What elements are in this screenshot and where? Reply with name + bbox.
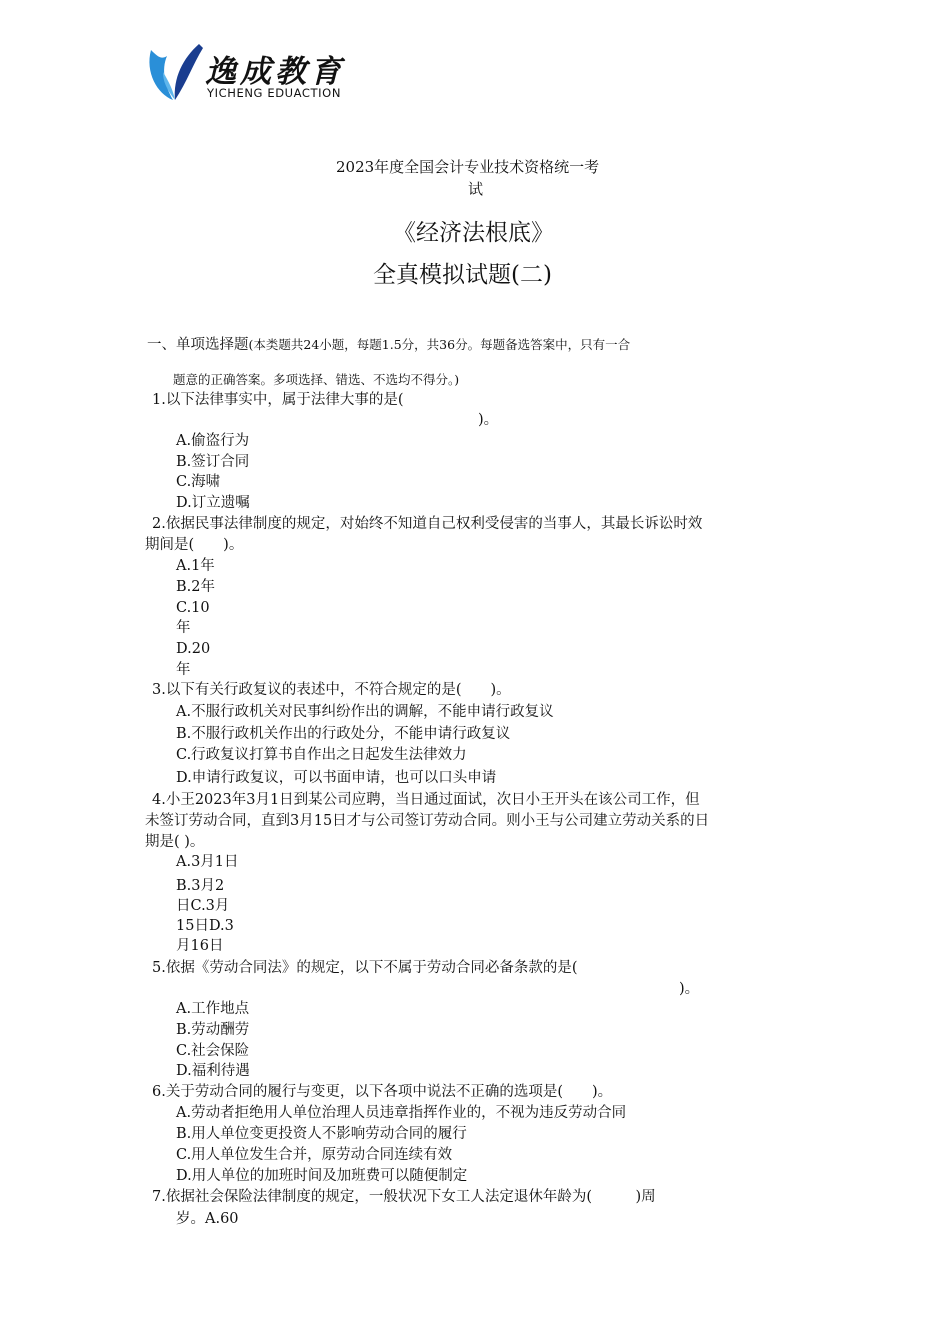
question-2-option-c: C.10 bbox=[176, 600, 210, 616]
question-5-option-d: D.福利待遇 bbox=[176, 1063, 250, 1079]
question-5-stem: 5.依据《劳动合同法》的规定，以下不属于劳动合同必备条款的是( bbox=[152, 960, 578, 976]
question-2-stem-1: 2.依据民事法律制度的规定，对始终不知道自己权利受侵害的当事人，其最长诉讼时效 bbox=[152, 516, 703, 532]
question-2-option-d-unit: 年 bbox=[176, 662, 191, 678]
question-4-stem-1: 4.小王2023年3月1日到某公司应聘，当日通过面试，次日小王开头在该公司工作，但 bbox=[152, 792, 700, 808]
question-5-option-b: B.劳动酬劳 bbox=[176, 1022, 250, 1038]
question-4-stem-2: 未签订劳动合同，直到3月15日才与公司签订劳动合同。则小王与公司建立劳动关系的日 bbox=[145, 813, 710, 829]
question-3-option-a: A.不服行政机关对民事纠纷作出的调解，不能申请行政复议 bbox=[176, 704, 554, 720]
logo-name-cn: 逸成教育 bbox=[205, 54, 345, 90]
book-title: 《经济法根底》 bbox=[393, 220, 554, 246]
question-2-option-c-unit: 年 bbox=[176, 620, 191, 636]
title-line-1: 2023年度全国会计专业技术资格统一考 bbox=[336, 158, 600, 176]
section-note-2: 题意的正确答案。多项选择、错选、不选均不得分。) bbox=[173, 372, 460, 387]
question-1-close: )。 bbox=[478, 412, 499, 428]
question-4-option-d: 15日D.3 bbox=[176, 918, 234, 934]
question-6-option-c: C.用人单位发生合并，原劳动合同连续有效 bbox=[176, 1147, 453, 1163]
question-1-option-c: C.海啸 bbox=[176, 474, 221, 490]
question-5-close: )。 bbox=[679, 981, 700, 997]
yicheng-logo bbox=[143, 42, 363, 104]
question-3-option-c: C.行政复议打算书自作出之日起发生法律效力 bbox=[176, 747, 467, 763]
question-6-option-d: D.用人单位的加班时间及加班费可以随便制定 bbox=[176, 1168, 468, 1184]
question-5-option-a: A.工作地点 bbox=[176, 1001, 250, 1017]
question-4-option-c: 日C.3月 bbox=[176, 898, 230, 914]
section-heading bbox=[147, 335, 630, 355]
question-7-line-2: 岁。A.60 bbox=[176, 1211, 239, 1227]
question-3-option-d: D.申请行政复议，可以书面申请，也可以口头申请 bbox=[176, 770, 497, 786]
question-4-option-b: B.3月2 bbox=[176, 878, 225, 894]
question-3-stem: 3.以下有关行政复议的表述中，不符合规定的是( )。 bbox=[152, 682, 511, 698]
question-6-option-b: B.用人单位变更投资人不影响劳动合同的履行 bbox=[176, 1126, 467, 1142]
question-1-stem: 1.以下法律事实中，属于法律大事的是( bbox=[152, 392, 404, 408]
question-4-option-a: A.3月1日 bbox=[176, 854, 239, 870]
question-2-option-b: B.2年 bbox=[176, 579, 215, 595]
question-4-option-d-cont: 月16日 bbox=[176, 938, 224, 954]
logo-name-en: YICHENG EDUACTION bbox=[207, 86, 342, 100]
logo-swoosh-icon bbox=[143, 42, 205, 104]
question-1-option-b: B.签订合同 bbox=[176, 454, 250, 470]
question-1-option-a: A.偷盗行为 bbox=[176, 433, 250, 449]
question-3-option-b: B.不服行政机关作出的行政处分，不能申请行政复议 bbox=[176, 726, 511, 742]
question-1-option-d: D.订立遗嘱 bbox=[176, 495, 250, 511]
question-5-option-c: C.社会保险 bbox=[176, 1043, 250, 1059]
question-2-stem-2: 期间是( )。 bbox=[145, 537, 244, 553]
question-7-stem: 7.依据社会保险法律制度的规定，一般状况下女工人法定退休年龄为( )周 bbox=[152, 1189, 656, 1205]
question-6-stem: 6.关于劳动合同的履行与变更，以下各项中说法不正确的选项是( )。 bbox=[152, 1084, 613, 1100]
question-2-option-a: A.1年 bbox=[176, 558, 215, 574]
question-4-stem-3: 期是( )。 bbox=[145, 834, 205, 850]
paper-title: 全真模拟试题(二) bbox=[373, 262, 552, 288]
question-6-option-a: A.劳动者拒绝用人单位治理人员违章指挥作业的，不视为违反劳动合同 bbox=[176, 1105, 627, 1121]
title-line-2: 试 bbox=[468, 180, 484, 198]
question-2-option-d: D.20 bbox=[176, 641, 211, 657]
section-heading-label: 一、单项选择题 bbox=[147, 337, 249, 353]
section-note-1: (本类题共24小题，每题1.5分，共36分。每题备选答案中，只有一合 bbox=[248, 337, 631, 352]
